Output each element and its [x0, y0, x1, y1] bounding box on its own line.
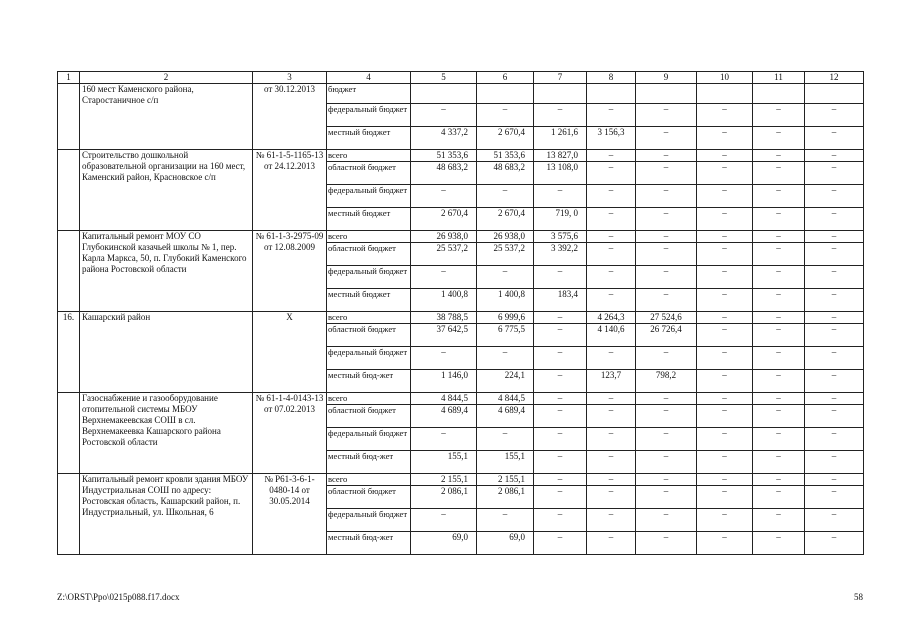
- amount-cell: –: [805, 393, 864, 405]
- row-number: [58, 231, 80, 312]
- amount-cell: –: [411, 509, 477, 532]
- amount-cell: –: [411, 266, 477, 289]
- document-ref: № 61-1-5-1165-13 от 24.12.2013: [253, 150, 327, 231]
- amount-cell: –: [753, 370, 805, 393]
- amount-cell: –: [805, 231, 864, 243]
- amount-cell: –: [587, 243, 636, 266]
- amount-cell: 2 670,4: [477, 208, 534, 231]
- amount-cell: –: [753, 486, 805, 509]
- object-name: 160 мест Каменского района, Старостаничное с/п: [80, 84, 253, 150]
- amount-cell: –: [587, 532, 636, 555]
- amount-cell: 2 155,1: [411, 474, 477, 486]
- funding-source: всего: [327, 231, 411, 243]
- amount-cell: –: [636, 474, 697, 486]
- amount-cell: 13 108,0: [534, 162, 587, 185]
- amount-cell: 224,1: [477, 370, 534, 393]
- amount-cell: 183,4: [534, 289, 587, 312]
- amount-cell: 2 155,1: [477, 474, 534, 486]
- amount-cell: –: [753, 324, 805, 347]
- amount-cell: –: [534, 324, 587, 347]
- funding-source: федеральный бюджет: [327, 185, 411, 208]
- amount-cell: –: [753, 231, 805, 243]
- amount-cell: –: [636, 405, 697, 428]
- funding-source: местный бюд-жет: [327, 532, 411, 555]
- amount-cell: –: [636, 185, 697, 208]
- amount-cell: –: [805, 266, 864, 289]
- row-number: [58, 150, 80, 231]
- amount-cell: –: [697, 185, 753, 208]
- amount-cell: –: [636, 347, 697, 370]
- table-row: [58, 150, 864, 162]
- amount-cell: [697, 84, 753, 104]
- amount-cell: –: [477, 509, 534, 532]
- funding-source: федеральный бюджет: [327, 509, 411, 532]
- amount-cell: –: [587, 393, 636, 405]
- amount-cell: –: [477, 104, 534, 127]
- funding-source: всего: [327, 393, 411, 405]
- amount-cell: –: [805, 532, 864, 555]
- amount-cell: –: [697, 104, 753, 127]
- amount-cell: –: [753, 243, 805, 266]
- amount-cell: –: [534, 347, 587, 370]
- object-name: Строительство дошкольной образовательной организации на 160 мест, Каменский район, Красновское с/п: [80, 150, 253, 231]
- amount-cell: –: [805, 324, 864, 347]
- column-number-header: 1: [58, 72, 80, 84]
- amount-cell: –: [805, 312, 864, 324]
- object-name: Газоснабжение и газооборудование отопительной системы МБОУ Верхнемакеевская СОШ в сл. Верхнемакеевка Кашарского района Ростовской области: [80, 393, 253, 474]
- column-number-header: 2: [80, 72, 253, 84]
- amount-cell: –: [587, 231, 636, 243]
- amount-cell: –: [636, 127, 697, 150]
- amount-cell: 27 524,6: [636, 312, 697, 324]
- footer-file-path: Z:\ORST\Ppo\0215p088.f17.docx: [57, 592, 180, 602]
- document-ref: Х: [253, 312, 327, 393]
- amount-cell: –: [805, 127, 864, 150]
- amount-cell: [753, 84, 805, 104]
- amount-cell: –: [753, 150, 805, 162]
- funding-source: бюджет: [327, 84, 411, 104]
- amount-cell: –: [753, 185, 805, 208]
- amount-cell: –: [805, 405, 864, 428]
- amount-cell: 6 775,5: [477, 324, 534, 347]
- table-row: [58, 312, 864, 324]
- amount-cell: 4 337,2: [411, 127, 477, 150]
- amount-cell: –: [636, 266, 697, 289]
- amount-cell: –: [753, 289, 805, 312]
- row-number: [58, 393, 80, 474]
- header-row: [58, 72, 864, 84]
- amount-cell: –: [477, 428, 534, 451]
- amount-cell: –: [587, 289, 636, 312]
- column-number-header: 12: [805, 72, 864, 84]
- amount-cell: –: [697, 451, 753, 474]
- funding-source: федеральный бюджет: [327, 428, 411, 451]
- amount-cell: –: [534, 370, 587, 393]
- column-number-header: 7: [534, 72, 587, 84]
- amount-cell: –: [477, 347, 534, 370]
- funding-source: всего: [327, 474, 411, 486]
- funding-source: местный бюд-жет: [327, 370, 411, 393]
- amount-cell: [534, 84, 587, 104]
- amount-cell: 26 938,0: [477, 231, 534, 243]
- amount-cell: 123,7: [587, 370, 636, 393]
- amount-cell: –: [534, 532, 587, 555]
- amount-cell: 1 400,8: [477, 289, 534, 312]
- amount-cell: –: [534, 474, 587, 486]
- amount-cell: [477, 84, 534, 104]
- amount-cell: –: [697, 347, 753, 370]
- amount-cell: –: [534, 428, 587, 451]
- amount-cell: –: [805, 150, 864, 162]
- amount-cell: 25 537,2: [411, 243, 477, 266]
- amount-cell: 48 683,2: [411, 162, 477, 185]
- amount-cell: –: [805, 162, 864, 185]
- amount-cell: 4 844,5: [477, 393, 534, 405]
- amount-cell: –: [805, 347, 864, 370]
- amount-cell: –: [697, 162, 753, 185]
- column-number-header: 6: [477, 72, 534, 84]
- amount-cell: –: [697, 509, 753, 532]
- amount-cell: –: [587, 266, 636, 289]
- column-number-header: 5: [411, 72, 477, 84]
- amount-cell: –: [587, 208, 636, 231]
- amount-cell: 719, 0: [534, 208, 587, 231]
- table-row: [58, 231, 864, 243]
- amount-cell: –: [753, 405, 805, 428]
- page-number: 58: [854, 592, 863, 602]
- amount-cell: –: [697, 289, 753, 312]
- amount-cell: 3 575,6: [534, 231, 587, 243]
- amount-cell: 26 726,4: [636, 324, 697, 347]
- funding-source: областной бюджет: [327, 162, 411, 185]
- amount-cell: –: [697, 370, 753, 393]
- amount-cell: –: [477, 266, 534, 289]
- amount-cell: –: [636, 243, 697, 266]
- amount-cell: –: [587, 347, 636, 370]
- document-ref: № 61-1-3-2975-09 от 12.08.2009: [253, 231, 327, 312]
- amount-cell: –: [587, 474, 636, 486]
- amount-cell: –: [753, 162, 805, 185]
- amount-cell: –: [636, 231, 697, 243]
- funding-source: местный бюджет: [327, 127, 411, 150]
- amount-cell: –: [805, 104, 864, 127]
- column-number-header: 3: [253, 72, 327, 84]
- amount-cell: –: [805, 474, 864, 486]
- amount-cell: –: [697, 393, 753, 405]
- amount-cell: –: [636, 486, 697, 509]
- amount-cell: –: [753, 208, 805, 231]
- budget-table: [57, 71, 864, 555]
- amount-cell: –: [636, 104, 697, 127]
- amount-cell: 13 827,0: [534, 150, 587, 162]
- amount-cell: –: [636, 428, 697, 451]
- amount-cell: 1 261,6: [534, 127, 587, 150]
- amount-cell: –: [636, 150, 697, 162]
- amount-cell: 51 353,6: [477, 150, 534, 162]
- amount-cell: 25 537,2: [477, 243, 534, 266]
- amount-cell: 51 353,6: [411, 150, 477, 162]
- amount-cell: –: [411, 104, 477, 127]
- object-name: Кашарский район: [80, 312, 253, 393]
- funding-source: областной бюджет: [327, 243, 411, 266]
- amount-cell: –: [697, 231, 753, 243]
- amount-cell: –: [636, 451, 697, 474]
- amount-cell: –: [805, 509, 864, 532]
- amount-cell: –: [636, 509, 697, 532]
- document-ref: № 61-1-4-0143-13 от 07.02.2013: [253, 393, 327, 474]
- amount-cell: –: [587, 185, 636, 208]
- amount-cell: –: [636, 162, 697, 185]
- amount-cell: –: [587, 451, 636, 474]
- amount-cell: 2 086,1: [477, 486, 534, 509]
- amount-cell: –: [534, 185, 587, 208]
- amount-cell: –: [753, 104, 805, 127]
- amount-cell: –: [753, 509, 805, 532]
- amount-cell: –: [805, 428, 864, 451]
- amount-cell: –: [411, 428, 477, 451]
- amount-cell: –: [753, 347, 805, 370]
- amount-cell: 1 146,0: [411, 370, 477, 393]
- amount-cell: –: [587, 162, 636, 185]
- object-name: Капитальный ремонт кровли здания МБОУ Индустриальная СОШ по адресу: Ростовская область, Кашарский район, п. Индустриальный, ул. Школьная, 6: [80, 474, 253, 555]
- amount-cell: –: [753, 451, 805, 474]
- amount-cell: –: [587, 405, 636, 428]
- table-row: [58, 474, 864, 486]
- amount-cell: 3 156,3: [587, 127, 636, 150]
- funding-source: федеральный бюджет: [327, 266, 411, 289]
- funding-source: местный бюджет: [327, 208, 411, 231]
- amount-cell: –: [805, 486, 864, 509]
- table-row: [58, 393, 864, 405]
- amount-cell: –: [534, 405, 587, 428]
- amount-cell: 37 642,5: [411, 324, 477, 347]
- column-number-header: 11: [753, 72, 805, 84]
- amount-cell: –: [805, 370, 864, 393]
- column-number-header: 8: [587, 72, 636, 84]
- amount-cell: –: [697, 405, 753, 428]
- amount-cell: –: [753, 266, 805, 289]
- funding-source: федеральный бюджет: [327, 347, 411, 370]
- amount-cell: 2 086,1: [411, 486, 477, 509]
- amount-cell: –: [587, 486, 636, 509]
- amount-cell: 6 999,6: [477, 312, 534, 324]
- amount-cell: –: [697, 208, 753, 231]
- amount-cell: –: [534, 104, 587, 127]
- row-number: [58, 84, 80, 150]
- amount-cell: –: [587, 509, 636, 532]
- amount-cell: –: [411, 185, 477, 208]
- amount-cell: 3 392,2: [534, 243, 587, 266]
- amount-cell: –: [753, 532, 805, 555]
- amount-cell: –: [587, 150, 636, 162]
- funding-source: всего: [327, 312, 411, 324]
- amount-cell: [411, 84, 477, 104]
- amount-cell: –: [805, 289, 864, 312]
- amount-cell: –: [697, 474, 753, 486]
- amount-cell: –: [753, 474, 805, 486]
- amount-cell: –: [753, 127, 805, 150]
- amount-cell: –: [805, 208, 864, 231]
- document-ref: № Р61-3-6-1-0480-14 от 30.05.2014: [253, 474, 327, 555]
- amount-cell: –: [636, 393, 697, 405]
- amount-cell: –: [587, 104, 636, 127]
- amount-cell: –: [534, 266, 587, 289]
- amount-cell: 4 264,3: [587, 312, 636, 324]
- amount-cell: –: [534, 486, 587, 509]
- amount-cell: 4 689,4: [477, 405, 534, 428]
- amount-cell: [805, 84, 864, 104]
- amount-cell: –: [805, 451, 864, 474]
- amount-cell: 38 788,5: [411, 312, 477, 324]
- amount-cell: –: [697, 486, 753, 509]
- amount-cell: –: [697, 428, 753, 451]
- amount-cell: –: [697, 324, 753, 347]
- amount-cell: 798,2: [636, 370, 697, 393]
- amount-cell: 4 689,4: [411, 405, 477, 428]
- column-number-header: 10: [697, 72, 753, 84]
- funding-source: областной бюджет: [327, 324, 411, 347]
- funding-source: всего: [327, 150, 411, 162]
- funding-source: местный бюджет: [327, 289, 411, 312]
- amount-cell: 155,1: [411, 451, 477, 474]
- amount-cell: 1 400,8: [411, 289, 477, 312]
- object-name: Капитальный ремонт МОУ СО Глубокинской казачьей школы № 1, пер. Карла Маркса, 50, п. Глубокий Каменского района Ростовской области: [80, 231, 253, 312]
- row-number: 16.: [58, 312, 80, 393]
- amount-cell: –: [534, 393, 587, 405]
- amount-cell: –: [805, 185, 864, 208]
- amount-cell: –: [805, 243, 864, 266]
- amount-cell: –: [697, 150, 753, 162]
- amount-cell: [587, 84, 636, 104]
- amount-cell: [636, 84, 697, 104]
- document-ref: от 30.12.2013: [253, 84, 327, 150]
- funding-source: федеральный бюджет: [327, 104, 411, 127]
- amount-cell: –: [411, 347, 477, 370]
- amount-cell: –: [697, 532, 753, 555]
- funding-source: областной бюджет: [327, 405, 411, 428]
- amount-cell: 69,0: [477, 532, 534, 555]
- row-number: [58, 474, 80, 555]
- amount-cell: 2 670,4: [477, 127, 534, 150]
- amount-cell: 4 140,6: [587, 324, 636, 347]
- funding-source: местный бюд-жет: [327, 451, 411, 474]
- amount-cell: 4 844,5: [411, 393, 477, 405]
- amount-cell: 69,0: [411, 532, 477, 555]
- amount-cell: –: [534, 451, 587, 474]
- amount-cell: –: [636, 532, 697, 555]
- column-number-header: 4: [327, 72, 411, 84]
- table-row: [58, 84, 864, 104]
- amount-cell: –: [697, 243, 753, 266]
- amount-cell: 26 938,0: [411, 231, 477, 243]
- amount-cell: –: [697, 127, 753, 150]
- amount-cell: 2 670,4: [411, 208, 477, 231]
- amount-cell: –: [697, 312, 753, 324]
- amount-cell: 48 683,2: [477, 162, 534, 185]
- amount-cell: –: [636, 289, 697, 312]
- column-number-header: 9: [636, 72, 697, 84]
- amount-cell: –: [534, 509, 587, 532]
- funding-source: областной бюджет: [327, 486, 411, 509]
- amount-cell: –: [697, 266, 753, 289]
- amount-cell: –: [534, 312, 587, 324]
- amount-cell: –: [753, 393, 805, 405]
- amount-cell: 155,1: [477, 451, 534, 474]
- amount-cell: –: [753, 312, 805, 324]
- amount-cell: –: [477, 185, 534, 208]
- amount-cell: –: [636, 208, 697, 231]
- amount-cell: –: [587, 428, 636, 451]
- amount-cell: –: [753, 428, 805, 451]
